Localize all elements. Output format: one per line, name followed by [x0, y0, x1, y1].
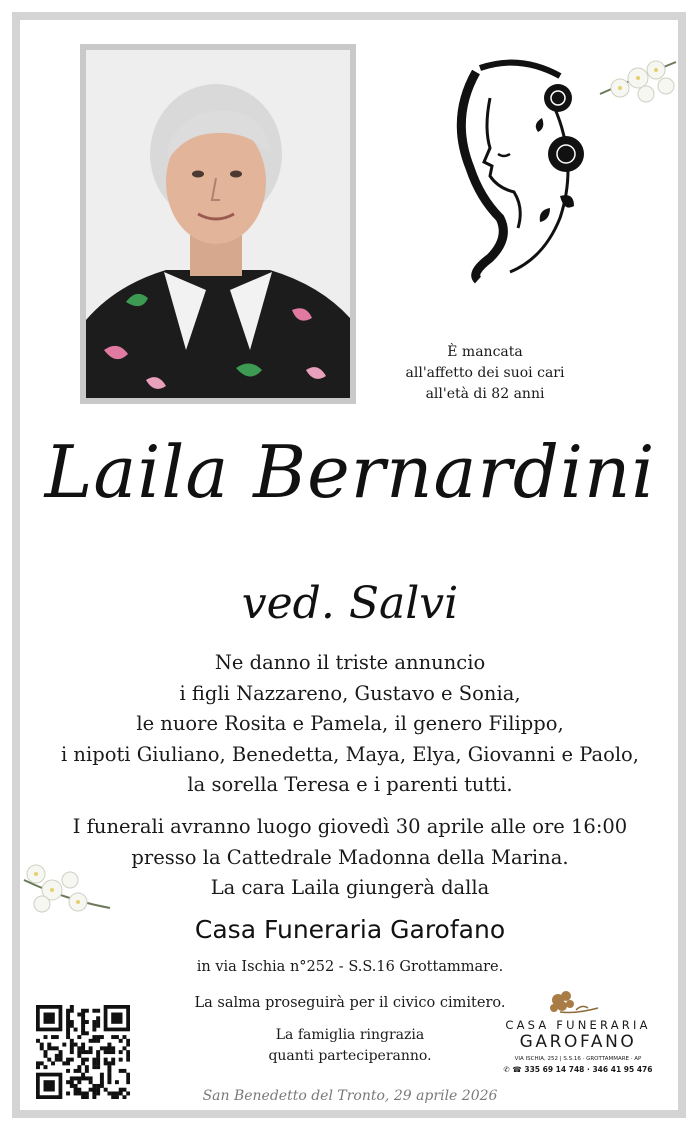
thanks-line: quanti parteciperanno. — [268, 1048, 432, 1064]
funeral-home-name: Casa Funeraria Garofano — [194, 915, 506, 944]
mancata-line: all'affetto dei suoi cari — [405, 365, 565, 381]
funeral-line: La cara Laila giungerà dalla — [210, 876, 490, 899]
deceased-name: Laila Bernardini — [44, 430, 656, 514]
carnation-icon — [546, 988, 600, 1018]
mancata-line: È mancata — [447, 344, 523, 360]
family-thanks — [240, 1025, 460, 1067]
mancata-line: all'età di 82 anni — [425, 386, 545, 402]
announcement-line: le nuore Rosita e Pamela, il genero Filippo, — [136, 712, 564, 735]
funeral-line: I funerali avranno luogo giovedì 30 aprile alle ore 16:00 — [72, 815, 628, 838]
white-orchid-icon — [596, 48, 680, 108]
widow-of: ved. Salvi — [241, 578, 459, 629]
logo-subtitle: CASA FUNERARIA — [505, 1018, 651, 1032]
logo-address: VIA ISCHIA, 252 | S.S.16 · GROTTAMMARE · AP — [514, 1056, 642, 1062]
funeral-home-logo — [486, 988, 670, 1088]
announcement-line: i figli Nazzareno, Gustavo e Sonia, — [179, 681, 521, 705]
thanks-line: La famiglia ringrazia — [275, 1027, 425, 1043]
death-notice-text — [400, 342, 570, 405]
announcement-line: Ne danno il triste annuncio — [214, 651, 486, 674]
portrait-photo — [80, 44, 356, 404]
funeral-line: presso la Cattedrale Madonna della Marina. — [131, 845, 569, 869]
announcement-line: i nipoti Giuliano, Benedetta, Maya, Elya, Giovanni e Paolo, — [61, 742, 639, 766]
funeral-home-address: in via Ischia n°252 - S.S.16 Grottammare. — [196, 959, 504, 975]
logo-phones: ✆ ☎ 335 69 14 748 · 346 41 95 476 — [503, 1065, 653, 1074]
place-and-date: San Benedetto del Tronto, 29 aprile 2026 — [202, 1088, 498, 1104]
woman-with-roses-icon — [440, 58, 600, 288]
burial-info: La salma proseguirà per il civico cimitero. — [194, 995, 506, 1011]
announcement-line: la sorella Teresa e i parenti tutti. — [187, 773, 513, 796]
funeral-info — [20, 812, 680, 904]
logo-title: GAROFANO — [519, 1032, 637, 1052]
announcement — [20, 648, 680, 801]
